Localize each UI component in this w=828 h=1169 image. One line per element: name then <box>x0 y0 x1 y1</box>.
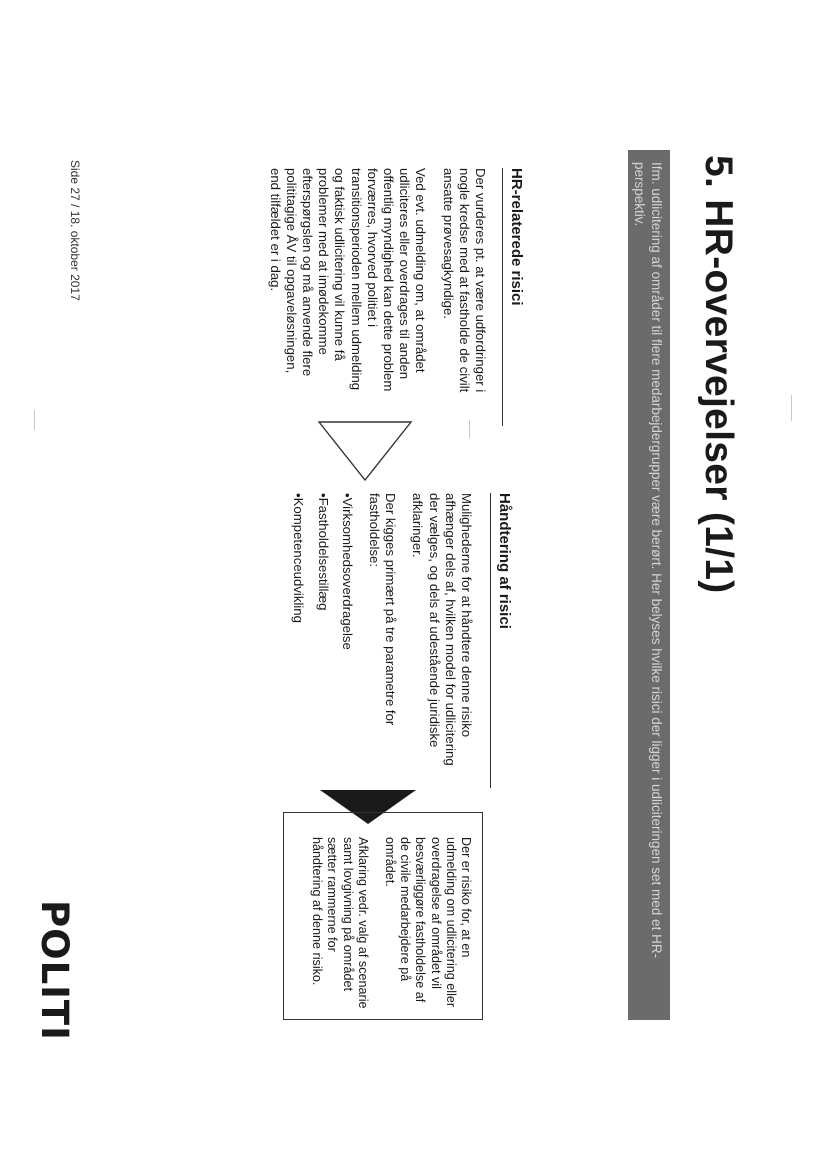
conclusion-paragraph: Afklaring vedr. valg af scenarie samt lovgivning på området sætter rammerne for håndtering af denne risiko. <box>310 837 370 1009</box>
risk-handling-heading: Håndtering af risici <box>490 493 513 788</box>
scan-artifact <box>469 420 470 438</box>
hr-risks-paragraph: Ved evt. udmelding om, at området udliciteres eller overdrages til anden offentlig myndighed kan dette problem forværres, hvorved politiet i transitionsperioden mellem udmelding og faktisk udlicitering vil kunne få problemer med at imødekomme efterspørgslen og må anvende flere polititagige ÅV til opgaveløsningen, end tilfældet er i dag. <box>267 168 429 392</box>
conclusion-box <box>283 812 483 1020</box>
page-footer: Side 27 / 18. oktober 2017 <box>68 160 82 301</box>
conclusion-paragraph: Der er risiko for, at en udmelding om udlicitering eller overdragelse af området vil besværliggøre fastholdelse af de civile medarbejdere på området. <box>382 837 473 1008</box>
risk-handling-paragraph: Mulighederne for at håndtere denne risiko afhænger dels af, hvilken model for udlicitering der vælges, og dels af udestående juridiske afklaringer. <box>410 493 474 766</box>
politi-logo: POLITI <box>33 900 76 1041</box>
page-title: 5. HR-overvejelser (1/1) <box>697 155 740 594</box>
hr-risks-paragraph: Der vurderes pt. at være udfordringer i nogle kredse med at fastholde de civilt ansatte prøvesagkyndige. <box>440 168 488 393</box>
hr-risks-heading: HR-relaterede risici <box>502 168 525 426</box>
open-arrow-icon <box>317 420 413 482</box>
risk-handling-text <box>282 493 474 785</box>
risk-handling-paragraph: Der kigges primært på tre parametre for fastholdelse: <box>366 493 399 726</box>
hr-risks-text <box>255 168 488 398</box>
intro-banner: Ifm. udlicitering af områder til flere medarbejdergrupper være berørt. Her belyses hvilke risici der ligger i udliciteringen set med et HR-perspektiv. <box>628 150 670 1020</box>
scan-artifact <box>34 410 35 430</box>
parameter-list <box>290 493 355 785</box>
scan-artifact <box>791 395 792 421</box>
list-item: •Fastholdelsestillæg <box>315 493 331 611</box>
list-item: •Virksomhedsoverdragelse <box>339 493 355 650</box>
list-item: •Kompetenceudvikling <box>291 493 307 623</box>
